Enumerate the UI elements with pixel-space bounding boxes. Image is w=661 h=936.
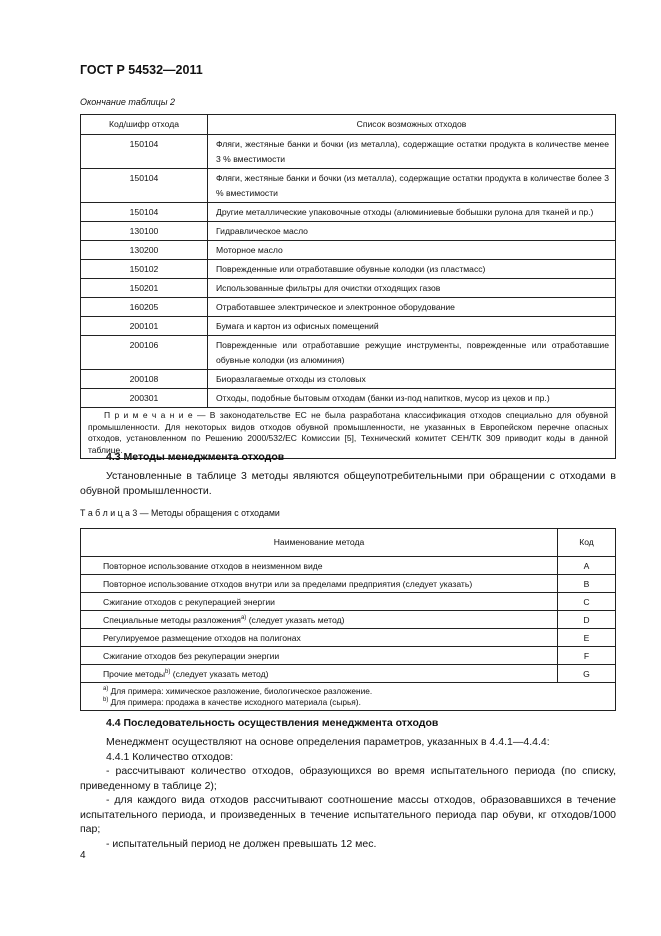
paragraph: Менеджмент осуществляют на основе определения параметров, указанных в 4.4.1—4.4.4: <box>106 736 550 748</box>
waste-description: Гидравлическое масло <box>208 222 616 241</box>
waste-code: 200106 <box>81 336 208 370</box>
table2-caption: Окончание таблицы 2 <box>80 97 175 107</box>
waste-code: 150201 <box>81 279 208 298</box>
method-name-suffix: (следует указать метод) <box>246 615 345 625</box>
waste-description: Бумага и картон из офисных помещений <box>208 317 616 336</box>
table-3 <box>80 528 616 711</box>
waste-description: Моторное масло <box>208 241 616 260</box>
method-name <box>81 665 558 683</box>
method-code: D <box>558 611 616 629</box>
waste-code: 130200 <box>81 241 208 260</box>
table-row <box>81 665 616 683</box>
footnote <box>103 686 611 697</box>
table-row <box>81 260 616 279</box>
waste-description: Другие металлические упаковочные отходы (алюминиевые бобышки рулона для тканей и пр.) <box>208 203 616 222</box>
section-4-3-heading: 4.3 Методы менеджмента отходов <box>106 451 285 463</box>
table-row <box>81 389 616 408</box>
paragraph: - испытательный период не должен превышать 12 мес. <box>106 837 377 850</box>
waste-description: Поврежденные или отработавшие обувные колодки (из пластмасс) <box>208 260 616 279</box>
table-row <box>81 593 616 611</box>
method-code: A <box>558 557 616 575</box>
footnote-text: Для примера: химическое разложение, биологическое разложение. <box>108 686 373 696</box>
waste-description: Отработавшее электрическое и электронное оборудование <box>208 298 616 317</box>
waste-code: 200108 <box>81 370 208 389</box>
document-header: ГОСТ Р 54532—2011 <box>80 63 203 77</box>
method-name-text: Сжигание отходов без рекуперации энергии <box>103 651 280 661</box>
section-4-4-heading: 4.4 Последовательность осуществления менеджмента отходов <box>106 717 439 729</box>
page-number: 4 <box>80 850 86 861</box>
table-row <box>81 135 616 169</box>
method-name-text: Сжигание отходов с рекуперацией энергии <box>103 597 275 607</box>
table3-col-code: Код <box>558 529 616 557</box>
table-row <box>81 222 616 241</box>
table-row <box>81 611 616 629</box>
footnote-mark: а) <box>240 615 247 621</box>
table-row <box>81 629 616 647</box>
waste-code: 150104 <box>81 135 208 169</box>
method-name <box>81 611 558 629</box>
waste-description: Использованные фильтры для очистки отходящих газов <box>208 279 616 298</box>
waste-description: Поврежденные или отработавшие режущие инструменты, поврежденные или отработавшие обувные колодки (из алюминия) <box>208 336 616 370</box>
method-name-text: Повторное использование отходов в неизменном виде <box>103 561 323 571</box>
footnote <box>103 697 611 708</box>
table3-col-name: Наименование метода <box>81 529 558 557</box>
waste-code: 200101 <box>81 317 208 336</box>
paragraph: - рассчитывают количество отходов, образующихся во время испытательного периода (по списку, приведенному в таблице 2); <box>80 765 616 792</box>
section-4-4-body <box>80 735 616 851</box>
method-code: F <box>558 647 616 665</box>
waste-description: Фляги, жестяные банки и бочки (из металла), содержащие остатки продукта в количестве менее 3 % вместимости <box>208 135 616 169</box>
table-row <box>81 169 616 203</box>
table3-footnotes <box>81 683 616 711</box>
method-code: E <box>558 629 616 647</box>
footnote-mark: а) <box>103 686 109 692</box>
table-row <box>81 336 616 370</box>
table-row <box>81 279 616 298</box>
table-row <box>81 203 616 222</box>
method-name-text: Повторное использование отходов внутри или за пределами предприятия (следует указать) <box>103 579 473 589</box>
table2-col-code: Код/шифр отхода <box>81 115 208 135</box>
method-code: C <box>558 593 616 611</box>
footnote-mark: b) <box>165 669 171 675</box>
method-name-text: Прочие методы <box>103 669 166 679</box>
paragraph: 4.4.1 Количество отходов: <box>106 750 234 763</box>
table-row <box>81 298 616 317</box>
waste-code: 130100 <box>81 222 208 241</box>
table2-note: П р и м е ч а н и е — В законодательстве ЕС не была разработана классификация отходов специально для обувной промышленности. Для некоторых видов отходов обувной промышленности, не указанных в Европейском перечне опасных отходов, установленном по Решению 2000/532/ЕС Комиссии [5], Технический комитет СЕН/ТК 309 приводит коды в данной таблице. <box>81 408 616 459</box>
method-name <box>81 557 558 575</box>
table-row <box>81 370 616 389</box>
method-code: B <box>558 575 616 593</box>
table2-col-list: Список возможных отходов <box>208 115 616 135</box>
method-code: G <box>558 665 616 683</box>
table3-caption: Т а б л и ц а 3 — Методы обращения с отходами <box>80 508 280 518</box>
method-name <box>81 593 558 611</box>
method-name-text: Специальные методы разложения <box>103 615 241 625</box>
paragraph: - для каждого вида отходов рассчитывают соотношение массы отходов, образовавшихся в течение испытательного периода, и произведенных в течение испытательного периода пар обуви, кг отходов/1000 пар; <box>80 794 616 835</box>
method-name-text: Регулируемое размещение отходов на полигонах <box>103 633 301 643</box>
table-footnote-row <box>81 683 616 711</box>
waste-code: 150102 <box>81 260 208 279</box>
table-row <box>81 241 616 260</box>
method-name <box>81 629 558 647</box>
section-4-3-text: Установленные в таблице 3 методы являются общеупотребительными при обращении с отходами в обувной промышленности. <box>80 470 616 497</box>
table-row <box>81 557 616 575</box>
waste-code: 160205 <box>81 298 208 317</box>
footnote-mark: b) <box>103 696 109 703</box>
waste-code: 150104 <box>81 203 208 222</box>
method-name <box>81 575 558 593</box>
table-row <box>81 575 616 593</box>
waste-code: 150104 <box>81 169 208 203</box>
waste-code: 200301 <box>81 389 208 408</box>
table-row <box>81 647 616 665</box>
method-name-suffix: (следует указать метод) <box>170 669 269 679</box>
waste-description: Фляги, жестяные банки и бочки (из металла), содержащие остатки продукта в количестве более 3 % вместимости <box>208 169 616 203</box>
waste-description: Биоразлагаемые отходы из столовых <box>208 370 616 389</box>
table-2 <box>80 114 616 459</box>
table-row <box>81 317 616 336</box>
method-name <box>81 647 558 665</box>
waste-description: Отходы, подобные бытовым отходам (банки из-под напитков, мусор из цехов и пр.) <box>208 389 616 408</box>
footnote-text: Для примера: продажа в качестве исходного материала (сырья). <box>108 696 361 707</box>
